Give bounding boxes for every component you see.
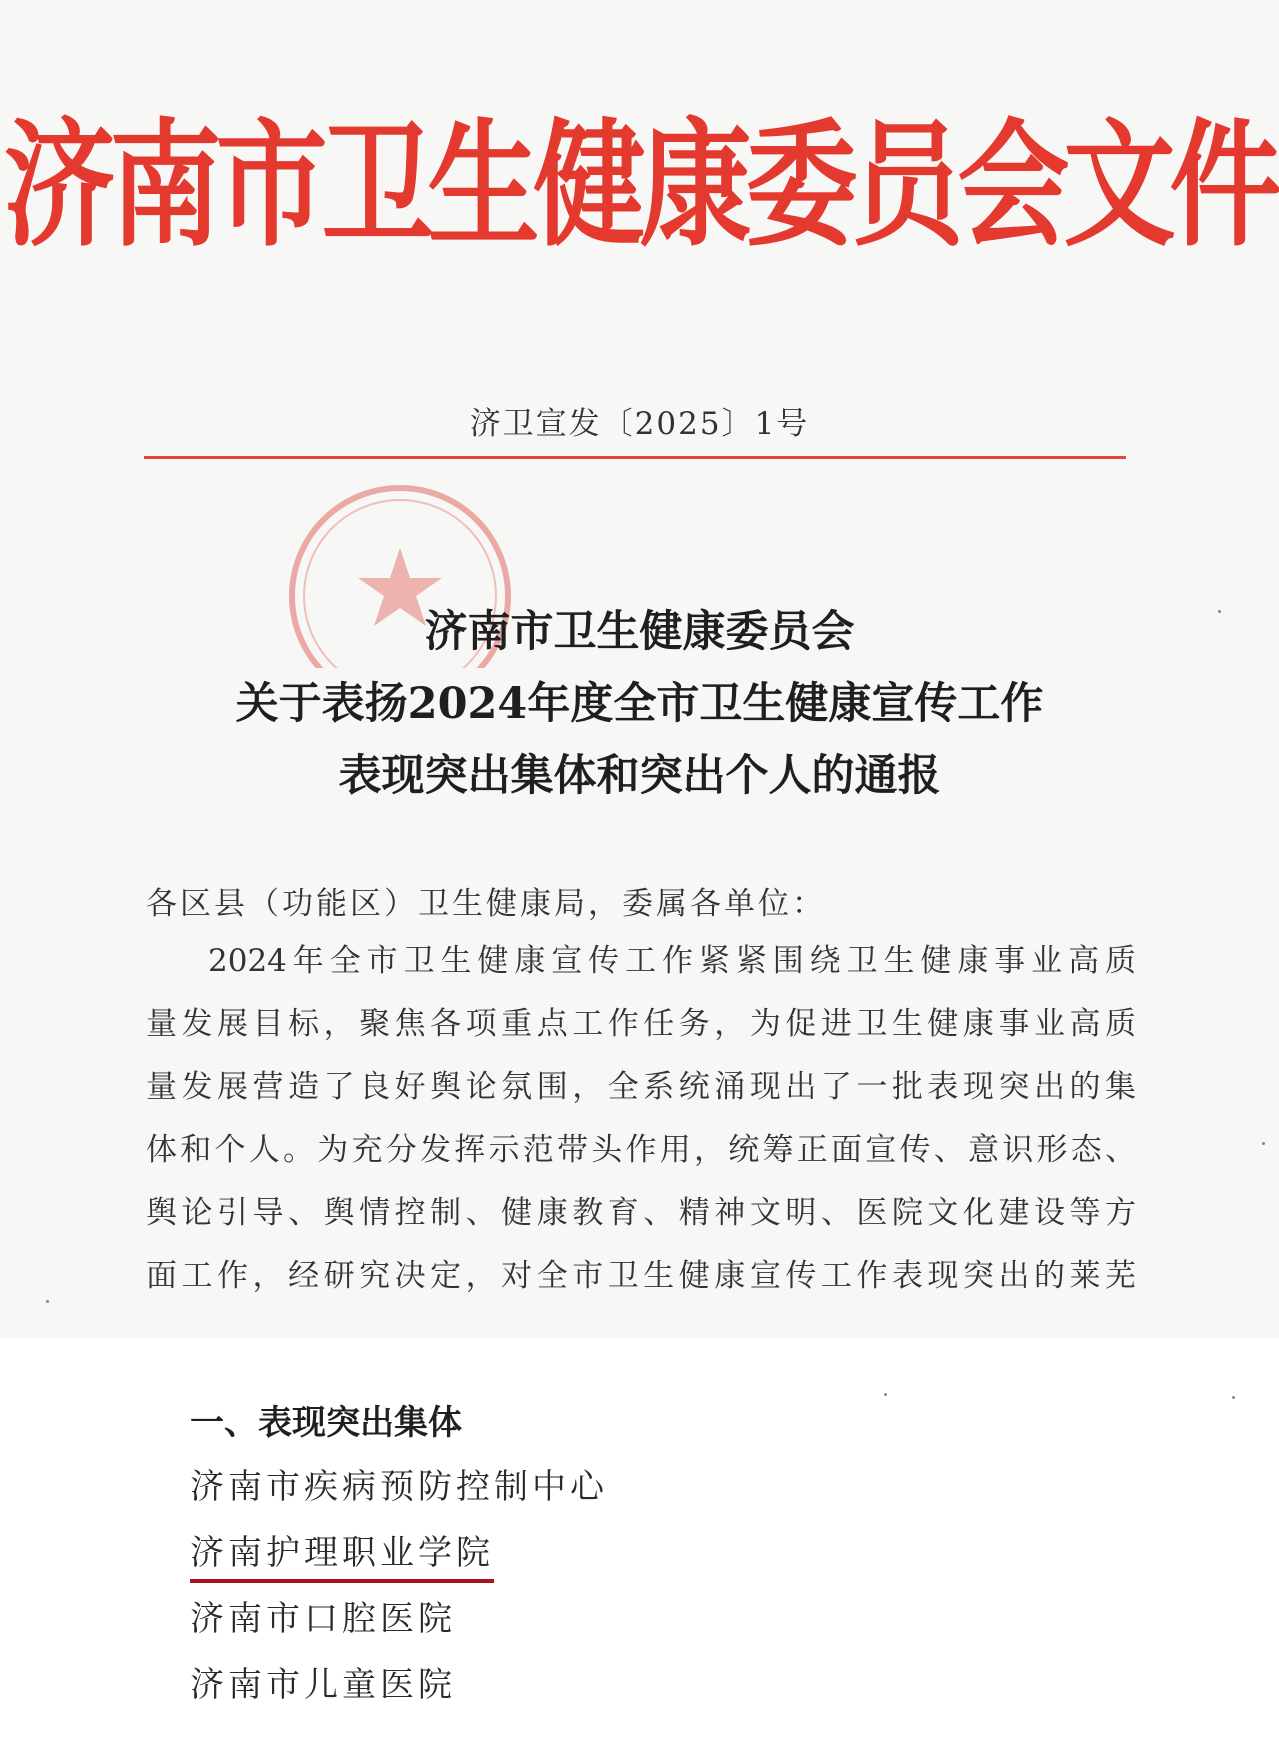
notice-title-line-2: 关于表扬2024年度全市卫生健康宣传工作 [235,679,1044,729]
unit-name: 济南护理职业学院 [190,1533,494,1583]
body-line: 舆论引导、舆情控制、健康教育、精神文明、医院文化建设等方 [146,1195,1136,1231]
scan-speck [46,1300,49,1303]
notice-body [146,930,1136,1308]
unit-name: 济南市口腔医院 [190,1599,456,1639]
outstanding-collectives-list [190,1456,608,1720]
body-line: 量发展目标，聚焦各项重点工作任务，为促进卫生健康事业高质 [146,1006,1136,1042]
body-line: 面工作，经研究决定，对全市卫生健康宣传工作表现突出的莱芜 [146,1258,1136,1294]
body-line: 2024年全市卫生健康宣传工作紧紧围绕卫生健康事业高质 [208,943,1136,979]
scan-speck [1232,1396,1235,1399]
list-item [190,1654,608,1720]
notice-title-line-3: 表现突出集体和突出个人的通报 [338,751,941,801]
scan-speck [884,1393,887,1396]
document-number: 济卫宣发〔2025〕1号 [469,406,810,442]
body-line: 量发展营造了良好舆论氛围，全系统涌现出了一批表现突出的集 [146,1069,1136,1105]
salutation: 各区县（功能区）卫生健康局，委属各单位： [146,886,826,922]
masthead-title: 济南市卫生健康委员会文件 [3,107,1276,266]
red-separator-line [144,456,1126,459]
list-item-highlighted [190,1522,608,1588]
unit-name: 济南市疾病预防控制中心 [190,1467,608,1507]
list-item [190,1456,608,1522]
list-item [190,1588,608,1654]
notice-title-line-1: 济南市卫生健康委员会 [424,607,855,657]
notice-title [0,596,1279,812]
body-line: 体和个人。为充分发挥示范带头作用，统筹正面宣传、意识形态、 [146,1132,1136,1168]
unit-name: 济南市儿童医院 [190,1665,456,1705]
scan-speck [1262,1142,1265,1145]
section-heading-collectives: 一、表现突出集体 [190,1403,462,1443]
